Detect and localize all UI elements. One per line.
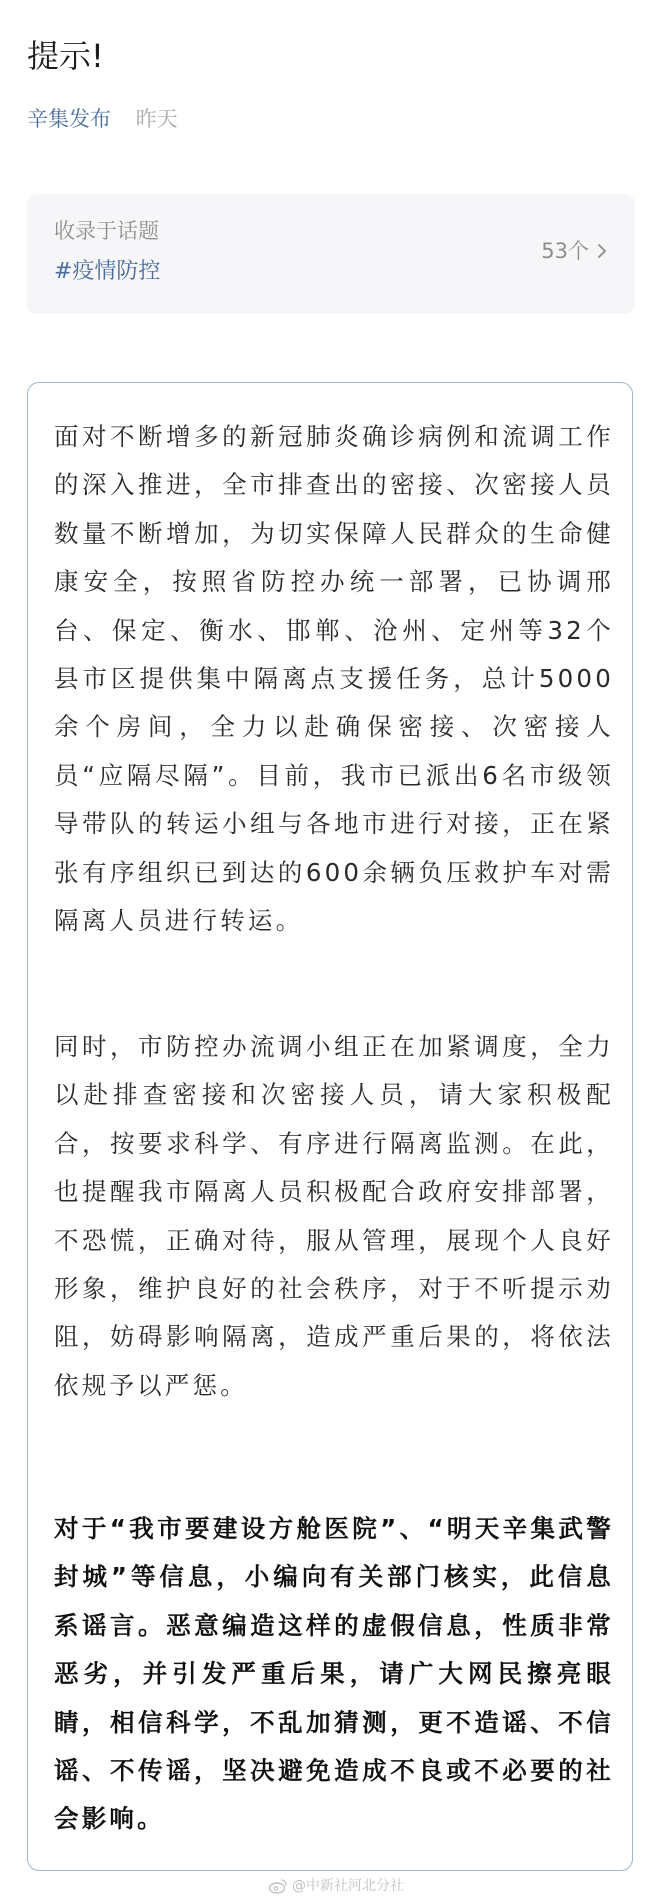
post-meta (27, 104, 178, 134)
author-link[interactable]: 辛集发布 (27, 107, 111, 131)
paragraph-3: 对于“我市要建设方舱医院”、“明天辛集武警封城”等信息，小编向有关部门核实，此信息系谣言。恶意编造这样的虚假信息，性质非常恶劣，并引发严重后果，请广大网民擦亮眼睛，相信科学，不乱加猜测，更不造谣、不信谣、不传谣，坚决避免造成不良或不必要的社会影响。 (54, 1514, 614, 1834)
topic-label: 收录于话题 (54, 219, 159, 243)
weibo-icon (268, 1878, 288, 1894)
page-title: 提示! (27, 37, 104, 75)
article-content-box (27, 382, 633, 1871)
paragraph-2: 同时，市防控办流调小组正在加紧调度，全力以赴排查密接和次密接人员，请大家积极配合，按要求科学、有序进行隔离监测。在此，也提醒我市隔离人员积极配合政府安排部署，不恐慌，正确对待，服从管理，展现个人良好形象，维护良好的社会秩序，对于不听提示劝阻，妨碍影响隔离，造成严重后果的，将依法依规予以严惩。 (54, 1032, 614, 1400)
topic-count[interactable] (541, 236, 609, 266)
chevron-right-icon (595, 242, 609, 260)
topic-count-text: 53个 (541, 239, 589, 263)
topic-card[interactable] (27, 194, 635, 314)
watermark-text: @中新社河北分社 (292, 1878, 404, 1894)
watermark (268, 1876, 404, 1896)
paragraph-1: 面对不断增多的新冠肺炎确诊病例和流调工作的深入推进，全市排查出的密接、次密接人员数量不断增加，为切实保障人民群众的生命健康安全，按照省防控办统一部署，已协调邢台、保定、衡水、邯郸、沧州、定州等32个县市区提供集中隔离点支援任务，总计5000余个房间，全力以赴确保密接、次密接人员“应隔尽隔”。目前，我市已派出6名市级领导带队的转运小组与各地市进行对接，正在紧张有序组织已到达的600余辆负压救护车对需隔离人员进行转运。 (54, 422, 614, 936)
post-time: 昨天 (135, 107, 178, 131)
topic-tag[interactable]: #疫情防控 (54, 259, 161, 284)
